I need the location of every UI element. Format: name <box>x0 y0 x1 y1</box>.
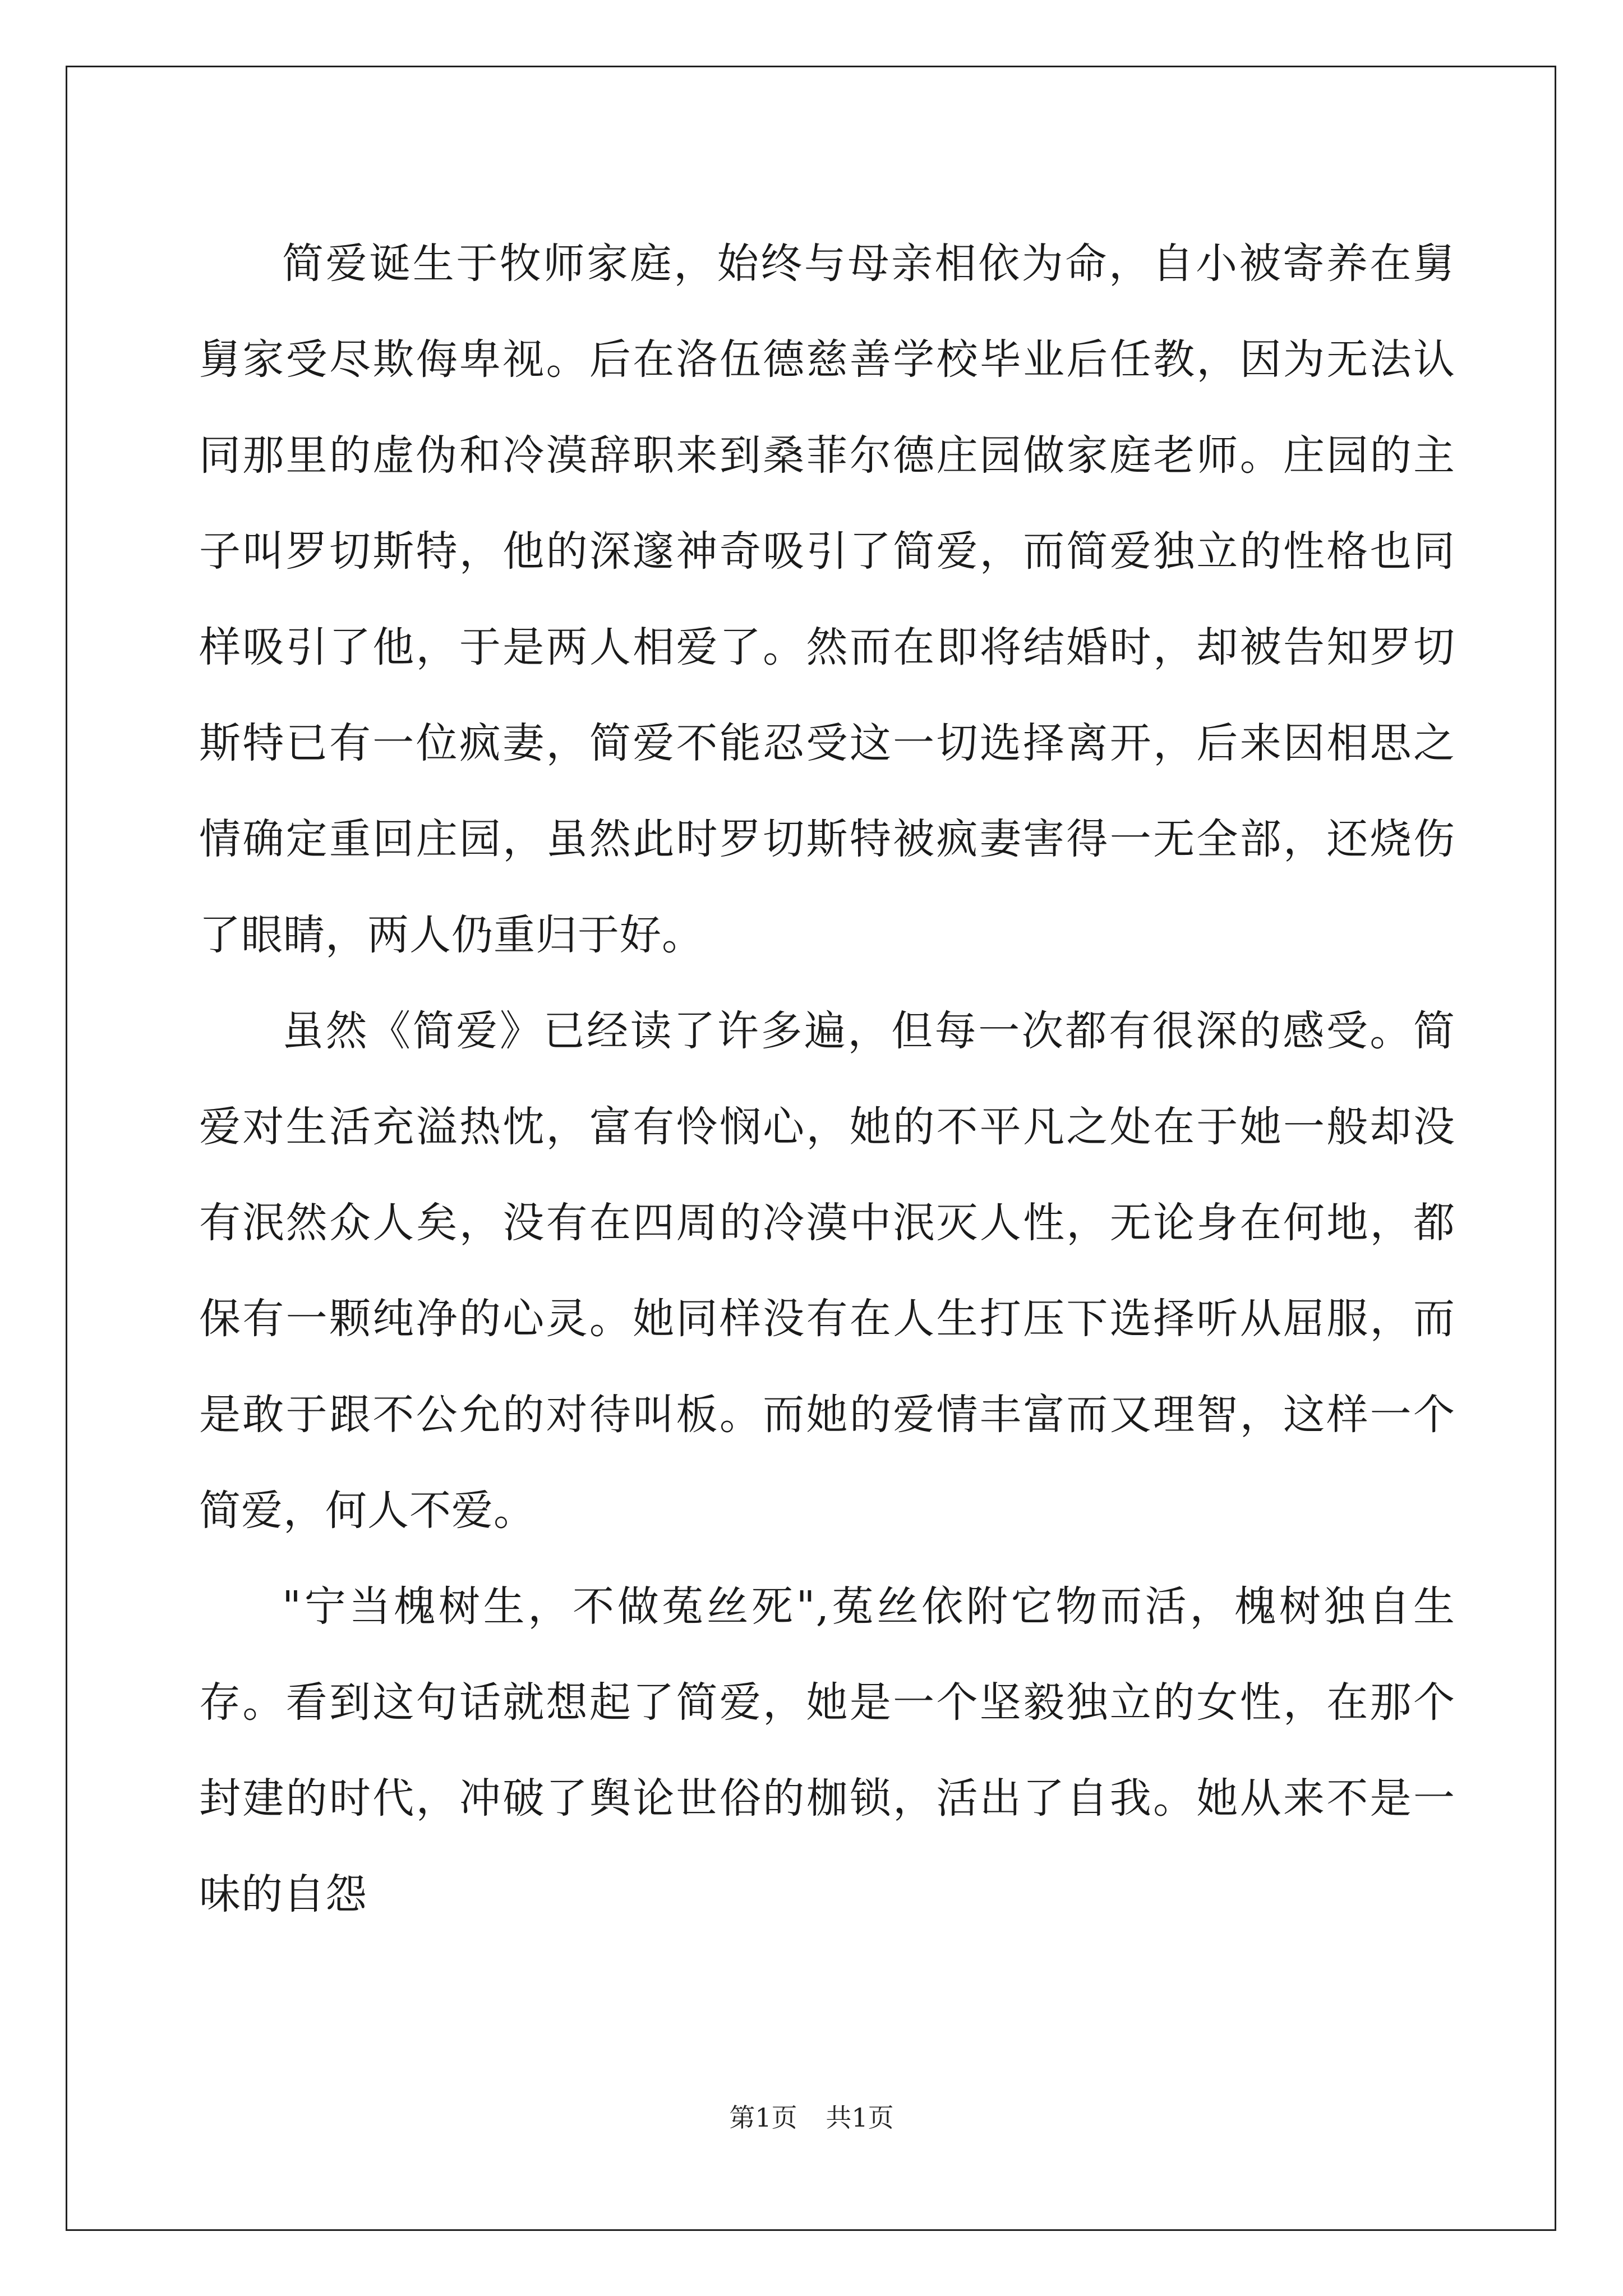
paragraph-1: 简爱诞生于牧师家庭，始终与母亲相依为命，自小被寄养在舅舅家受尽欺侮卑视。后在洛伍德慈善学校毕业后任教，因为无法认同那里的虚伪和冷漠辞职来到桑菲尔德庄园做家庭老师。庄园的主子叫罗切斯特，他的深邃神奇吸引了简爱，而简爱独立的性格也同样吸引了他，于是两人相爱了。然而在即将结婚时，却被告知罗切斯特已有一位疯妻，简爱不能忍受这一切选择离开，后来因相思之情确定重回庄园，虽然此时罗切斯特被疯妻害得一无全部，还烧伤了眼睛，两人仍重归于好。 <box>199 240 1455 959</box>
document-body <box>199 216 1455 1943</box>
paragraph-3: "宁当槐树生，不做菟丝死",菟丝依附它物而活，槐树独自生存。看到这句话就想起了简爱，她是一个坚毅独立的女性，在那个封建的时代，冲破了舆论世俗的枷锁，活出了自我。她从来不是一味的自怨 <box>199 1582 1455 1918</box>
paragraph-2: 虽然《简爱》已经读了许多遍，但每一次都有很深的感受。简爱对生活充溢热忱，富有怜悯心，她的不平凡之处在于她一般却没有泯然众人矣，没有在四周的冷漠中泯灭人性，无论身在何地，都保有一颗纯净的心灵。她同样没有在人生打压下选择听从屈服，而是敢于跟不公允的对待叫板。而她的爱情丰富而又理智，这样一个简爱，何人不爱。 <box>199 1007 1455 1535</box>
page-footer <box>0 2101 1623 2134</box>
page-number-total: 共1页 <box>826 2102 894 2133</box>
page-number-current: 第1页 <box>729 2102 797 2133</box>
